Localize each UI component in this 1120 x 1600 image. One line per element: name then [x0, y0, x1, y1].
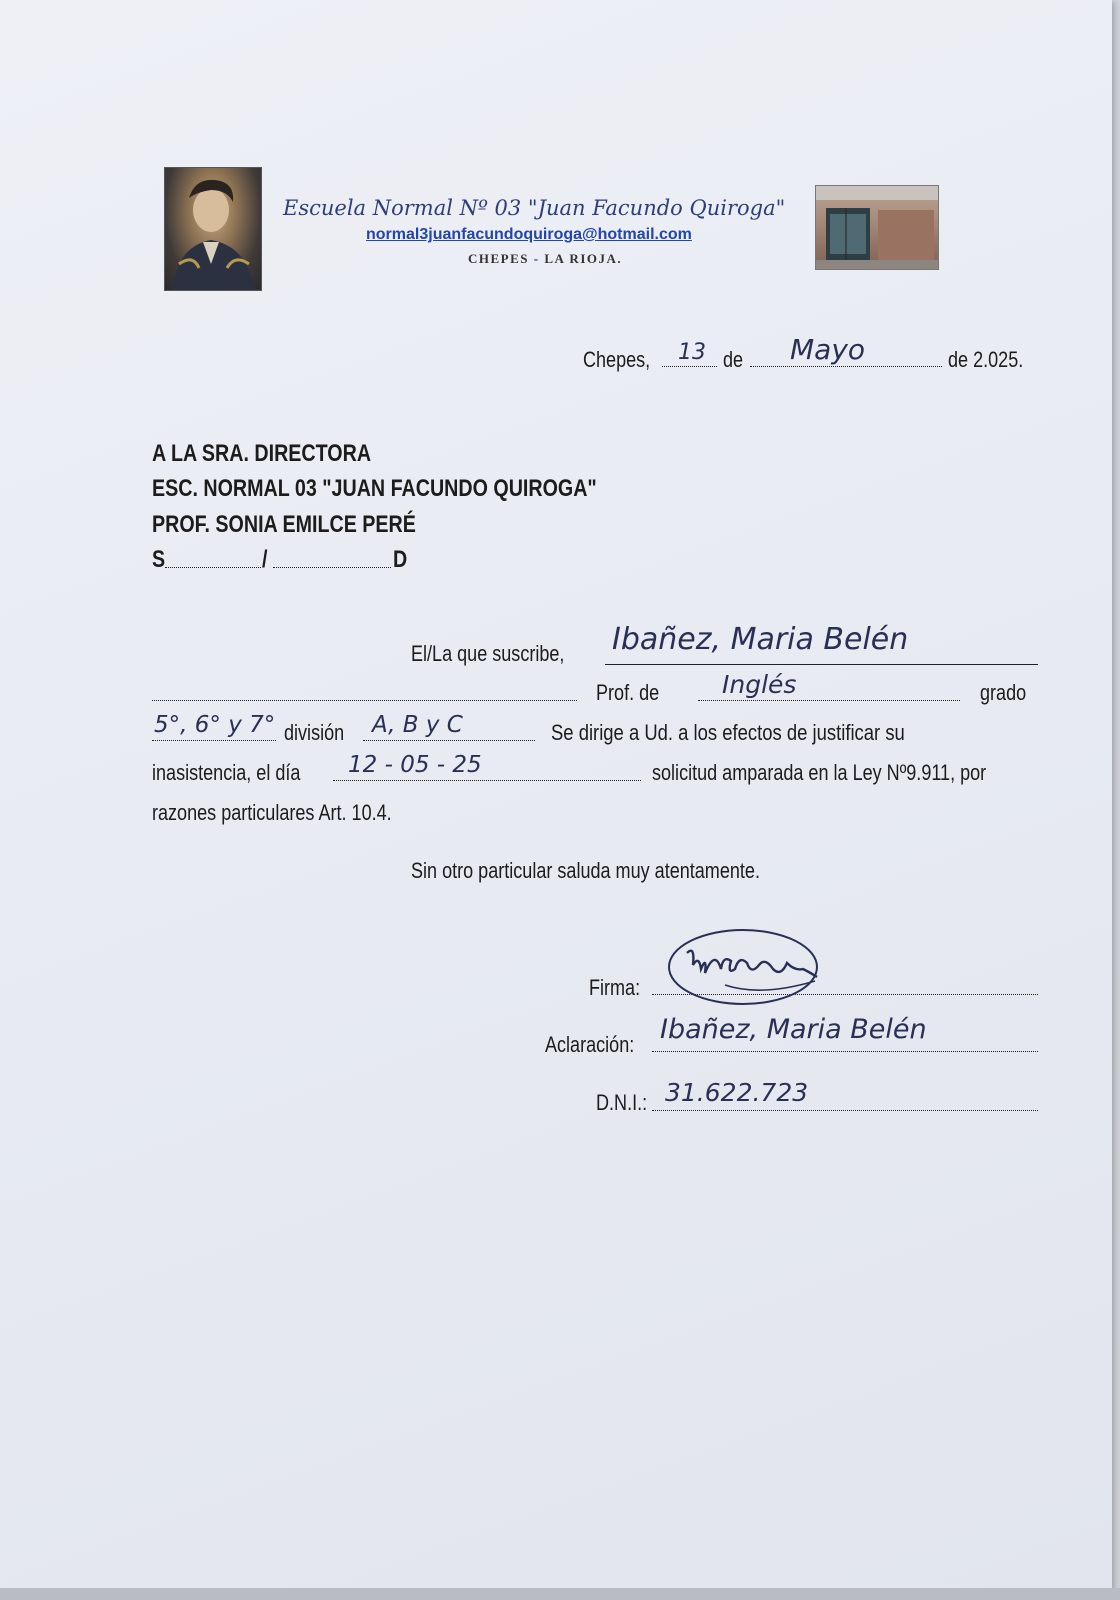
recipient-line-3: PROF. SONIA EMILCE PERÉ	[152, 511, 416, 538]
date-place: Chepes,	[583, 347, 651, 372]
sd-rule-1	[165, 567, 261, 568]
school-city: CHEPES - LA RIOJA.	[468, 251, 623, 266]
dni-label: D.N.I.:	[596, 1090, 648, 1115]
division-label: división	[284, 720, 345, 745]
solicitud-text: solicitud amparada en la Ley Nº9.911, por	[652, 760, 987, 785]
day-rule	[662, 366, 717, 367]
background-surface	[0, 1588, 1120, 1600]
aclaracion-rule	[652, 1051, 1038, 1052]
dni-rule	[652, 1110, 1038, 1111]
recipient-line-2: ESC. NORMAL 03 "JUAN FACUNDO QUIROGA"	[152, 475, 597, 502]
subject-rule	[698, 700, 960, 701]
division-rule	[363, 740, 535, 741]
signature-drawing	[665, 925, 835, 1025]
prof-label: Prof. de	[596, 680, 660, 705]
absence-date-rule	[333, 780, 641, 781]
school-name: Escuela Normal Nº 03 "Juan Facundo Quiroga"	[283, 196, 786, 220]
aclaracion-value: Ibañez, Maria Belén	[660, 1014, 927, 1045]
name-rule	[605, 664, 1038, 665]
aclaracion-label: Aclaración:	[545, 1032, 635, 1057]
dirige-text: Se dirige a Ud. a los efectos de justificar su	[551, 720, 905, 745]
absence-date: 12 - 05 - 25	[348, 752, 482, 778]
date-day: 13	[678, 340, 706, 365]
grado-label: grado	[980, 680, 1027, 705]
date-month: Mayo	[790, 333, 866, 366]
grades-value: 5°, 6° y 7°	[154, 712, 276, 738]
division-value: A, B y C	[372, 712, 463, 738]
suscribe-name: Ibañez, Maria Belén	[612, 622, 909, 657]
recipient-s: S	[152, 546, 166, 573]
inasistencia-label: inasistencia, el día	[152, 760, 301, 785]
school-building-image	[815, 185, 939, 270]
grades-rule	[152, 740, 276, 741]
sd-rule-2	[273, 567, 391, 568]
recipient-line-1: A LA SRA. DIRECTORA	[152, 440, 372, 467]
month-rule	[750, 366, 942, 367]
portrait-image	[164, 167, 262, 291]
firma-label: Firma:	[589, 975, 641, 1000]
recipient-d: D	[393, 546, 408, 573]
dni-value: 31.622.723	[665, 1078, 809, 1107]
suscribe-label: El/La que suscribe,	[411, 641, 565, 666]
recipient-slash: /	[262, 546, 268, 573]
closing-text: Sin otro particular saluda muy atentamente.	[411, 858, 760, 883]
razones-text: razones particulares Art. 10.4.	[152, 800, 392, 825]
subject-value: Inglés	[722, 670, 797, 699]
line2-rule	[152, 700, 577, 701]
date-year: de 2.025.	[948, 347, 1024, 372]
school-email-link[interactable]: normal3juanfacundoquiroga@hotmail.com	[366, 226, 692, 243]
date-de-label: de	[723, 347, 744, 372]
